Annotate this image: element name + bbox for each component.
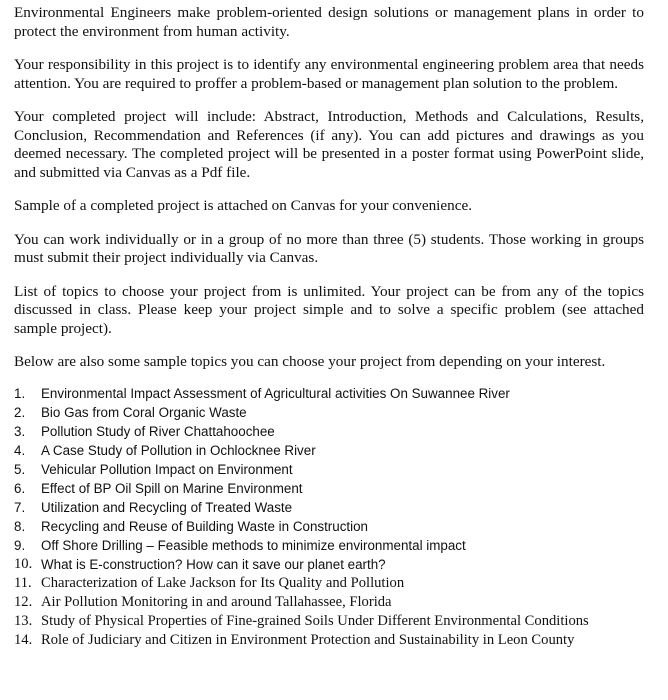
list-item xyxy=(14,460,644,479)
list-item-text: Recycling and Reuse of Building Waste in Construction xyxy=(41,518,368,534)
list-item-number: 14. xyxy=(14,631,33,648)
list-item-text: Utilization and Recycling of Treated Waste xyxy=(41,499,293,515)
list-item xyxy=(14,403,644,422)
list-item-text: Air Pollution Monitoring in and around Tallahassee, Florida xyxy=(41,593,392,610)
list-item-text: A Case Study of Pollution in Ochlocknee River xyxy=(41,442,316,458)
list-item-text: Bio Gas from Coral Organic Waste xyxy=(41,404,247,420)
list-item xyxy=(14,574,644,593)
list-item-number: 13. xyxy=(14,612,33,629)
list-item-text: Effect of BP Oil Spill on Marine Environment xyxy=(41,480,303,496)
topics-list xyxy=(14,384,644,650)
list-item-number: 11. xyxy=(14,574,32,591)
list-item-text: Environmental Impact Assessment of Agricultural activities On Suwannee River xyxy=(41,385,510,401)
list-item-text: Characterization of Lake Jackson for Its Quality and Pollution xyxy=(41,574,405,591)
list-item xyxy=(14,441,644,460)
list-item-text: Study of Physical Properties of Fine-grained Soils Under Different Environmental Conditions xyxy=(41,612,589,629)
list-item xyxy=(14,555,644,574)
list-item-text: Pollution Study of River Chattahoochee xyxy=(41,423,275,439)
document xyxy=(14,4,644,650)
list-item-number: 6. xyxy=(14,480,26,496)
list-item xyxy=(14,384,644,403)
list-item-number: 2. xyxy=(14,404,26,420)
list-item xyxy=(14,517,644,536)
paragraph-topic-choice: List of topics to choose your project from is unlimited. Your project can be from any of the topics discussed in class. Please keep your project simple and to solve a specific problem (see attached sample project). xyxy=(14,282,644,337)
paragraph-deliverables: Your completed project will include: Abstract, Introduction, Methods and Calculations, Results, Conclusion, Recommendation and References (if any). You can add pictures and drawings as you deemed necessary. The completed project will be presented in a poster format using PowerPoint slide, and submitted via Canvas as a Pdf file. xyxy=(14,108,644,181)
paragraph-sample-topics-intro: Below are also some sample topics you can choose your project from depending on your interest. xyxy=(14,353,606,370)
list-item-number: 8. xyxy=(14,518,26,534)
paragraph-responsibility: Your responsibility in this project is to identify any environmental engineering problem area that needs attention. You are required to proffer a problem-based or management plan solution to the problem. xyxy=(14,56,644,92)
list-item xyxy=(14,422,644,441)
list-item-number: 1. xyxy=(14,385,26,401)
paragraph-sample: Sample of a completed project is attached on Canvas for your convenience. xyxy=(14,197,472,214)
list-item-text: What is E-construction? How can it save our planet earth? xyxy=(41,556,386,572)
list-item-number: 4. xyxy=(14,442,26,458)
list-item-number: 9. xyxy=(14,537,26,553)
list-item-text: Role of Judiciary and Citizen in Environment Protection and Sustainability in Leon County xyxy=(41,631,575,648)
list-item-text: Vehicular Pollution Impact on Environment xyxy=(41,461,293,477)
list-item-number: 3. xyxy=(14,423,26,439)
list-item xyxy=(14,593,644,612)
list-item xyxy=(14,612,644,631)
list-item xyxy=(14,479,644,498)
list-item-text: Off Shore Drilling – Feasible methods to minimize environmental impact xyxy=(41,537,466,553)
paragraph-intro: Environmental Engineers make problem-oriented design solutions or management plans in order to protect the environment from human activity. xyxy=(14,4,644,40)
list-item-number: 10. xyxy=(14,555,33,572)
list-item xyxy=(14,498,644,517)
list-item xyxy=(14,631,644,650)
list-item-number: 12. xyxy=(14,593,33,610)
list-item xyxy=(14,536,644,555)
paragraph-groups: You can work individually or in a group of no more than three (5) students. Those working in groups must submit their project individually via Canvas. xyxy=(14,230,644,266)
list-item-number: 5. xyxy=(14,461,26,477)
list-item-number: 7. xyxy=(14,499,26,515)
